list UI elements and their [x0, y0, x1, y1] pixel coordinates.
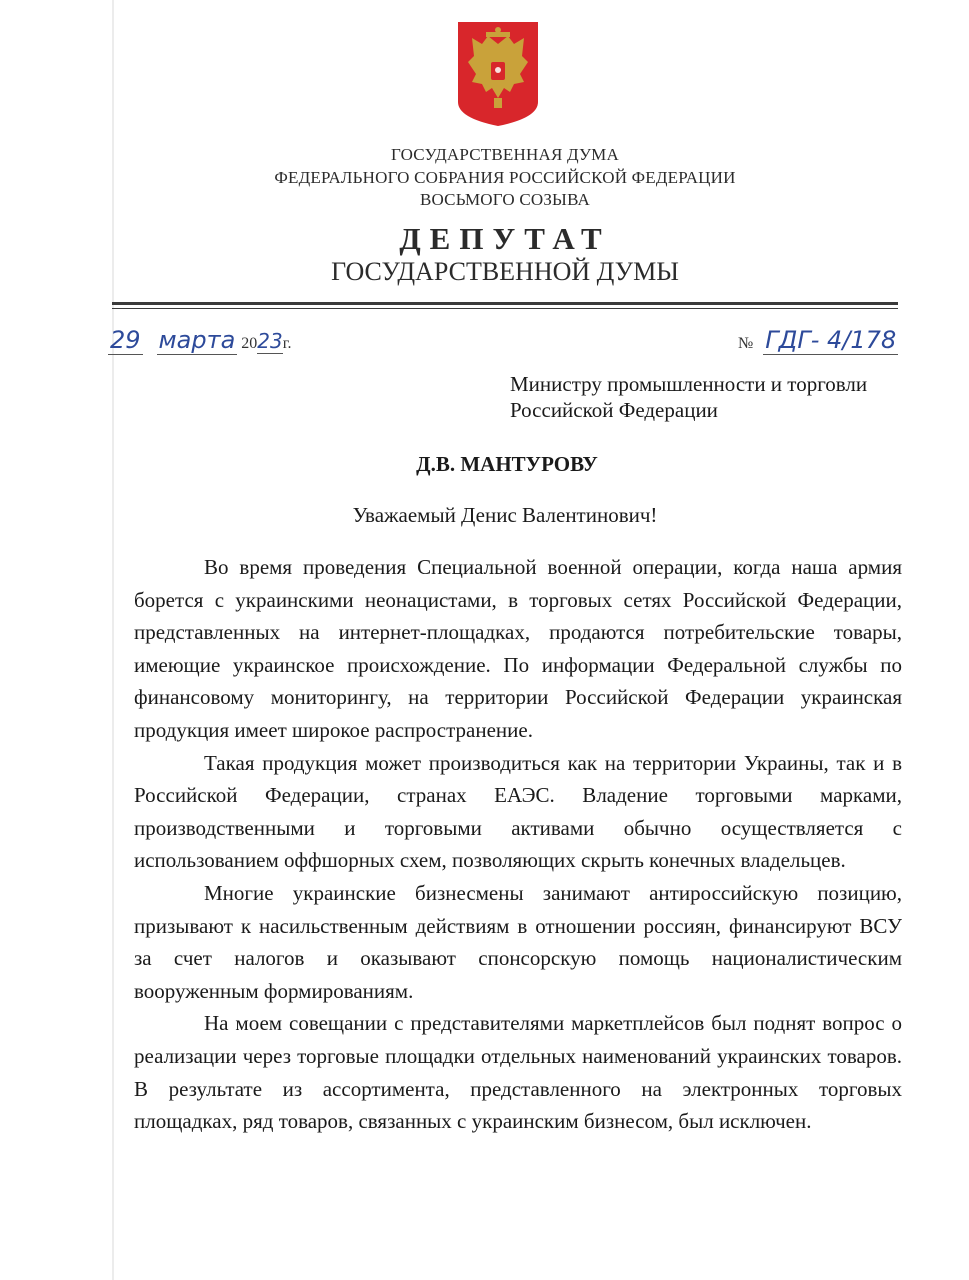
date-year-suffix: 23 [257, 329, 283, 353]
recipient-line-1: Министру промышленности и торговли [510, 372, 868, 396]
org-line-2: ФЕДЕРАЛЬНОГО СОБРАНИЯ РОССИЙСКОЙ ФЕДЕРАЦИИ [274, 168, 736, 187]
date-month: марта [158, 326, 236, 354]
letter-body [134, 551, 902, 1138]
document-number [738, 326, 898, 354]
paragraph-4: На моем совещании с представителями маркетплейсов был поднят вопрос о реализации через торговые площадки отдельных наименований украинских товаров. В результате из ассортимента, представленного на электронных торговых площадках, ряд товаров, связанных с украинским бизнесом, был исключен. [134, 1011, 902, 1134]
number-value: ГДГ- 4/178 [765, 326, 897, 354]
recipient-block [510, 371, 867, 423]
recipient-line-2: Российской Федерации [510, 398, 718, 422]
paragraph-2: Такая продукция может производиться как на территории Украины, так и в Российской Федерации, странах ЕАЭС. Владение торговыми марками, производственными и торговыми активами обычно осуществляется с использованием оффшорных схем, позволяющих скрыть конечных владельцев. [134, 750, 902, 873]
org-line-3: ВОСЬМОГО СОЗЫВА [419, 190, 591, 209]
recipient-name: Д.В. МАНТУРОВУ [416, 452, 598, 476]
date-day: 29 [110, 326, 141, 354]
number-label: № [738, 335, 754, 352]
salutation: Уважаемый Денис Валентинович! [352, 503, 658, 527]
letterhead-title: ДЕПУТАТ [399, 221, 611, 256]
org-line-1: ГОСУДАРСТВЕННАЯ ДУМА [391, 145, 619, 164]
letterhead-subtitle: ГОСУДАРСТВЕННОЙ ДУМЫ [331, 257, 679, 286]
coat-of-arms-icon [458, 22, 538, 126]
date-year-mark: г. [282, 335, 292, 352]
letterhead-rule-thick [112, 302, 898, 305]
date-year-prefix: 20 [241, 335, 258, 352]
letterhead-rule-thin [112, 308, 898, 309]
paragraph-3: Многие украинские бизнесмены занимают антироссийскую позицию, призывают к насильственным действиям в отношении россиян, финансируют ВСУ за счет налогов и оказывают спонсорскую помощь националистическим вооруженным формированиям. [134, 880, 902, 1003]
paragraph-1: Во время проведения Специальной военной операции, когда наша армия борется с украинскими неонацистами, в торговых сетях Российской Федерации, представленных на интернет-площадках, продаются потребительские товары, имеющие украинское происхождение. По информации Федеральной службы по финансовому мониторингу, на территории Российской Федерации украинская продукция имеет широкое распространение. [134, 555, 902, 742]
document-date [108, 326, 292, 360]
